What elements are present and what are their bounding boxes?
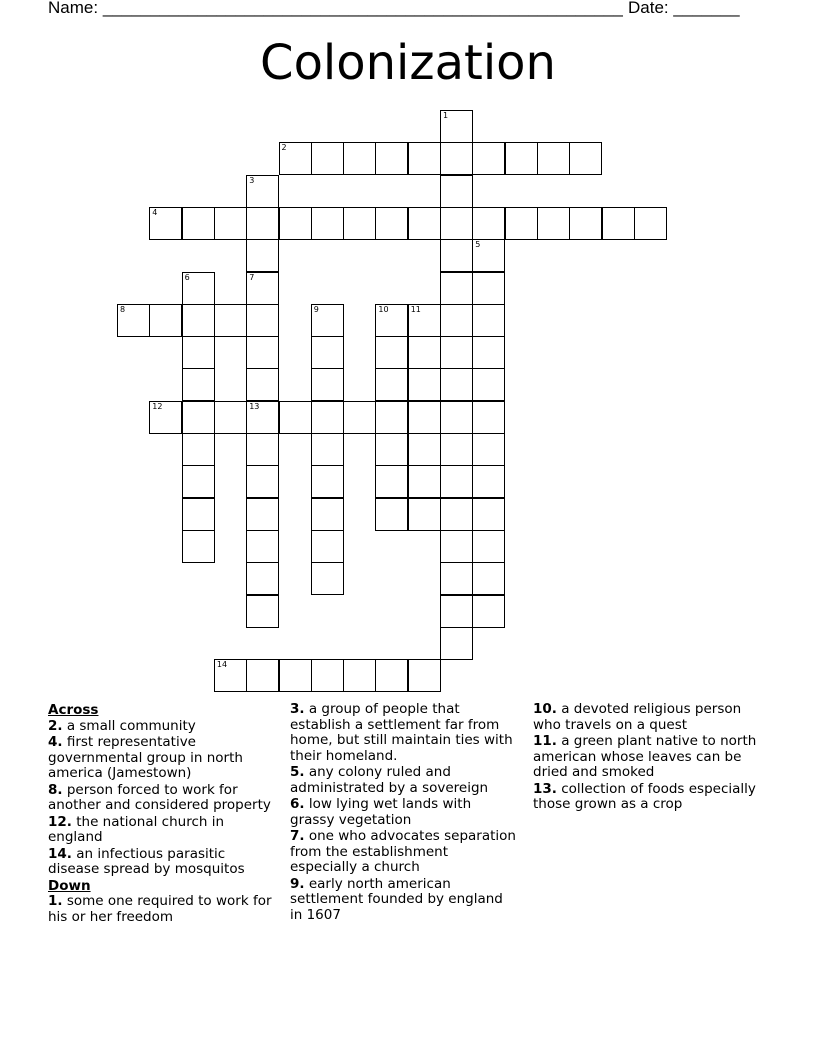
- crossword-cell[interactable]: [182, 433, 215, 466]
- crossword-cell[interactable]: [375, 433, 408, 466]
- cell-number: 2: [281, 143, 287, 153]
- crossword-cell[interactable]: [182, 498, 215, 531]
- crossword-cell[interactable]: [440, 142, 473, 175]
- cell-number: 6: [184, 272, 190, 282]
- clue-text: a devoted religious person who travels on a quest: [533, 701, 742, 733]
- crossword-cell[interactable]: [214, 659, 247, 692]
- crossword-cell[interactable]: [440, 304, 473, 337]
- crossword-cell[interactable]: [117, 304, 150, 337]
- crossword-cell[interactable]: [311, 304, 344, 337]
- crossword-cell[interactable]: [182, 336, 215, 369]
- crossword-cell[interactable]: [182, 465, 215, 498]
- clue-down-6: [290, 797, 518, 828]
- crossword-cell[interactable]: [472, 433, 505, 466]
- clue-across-2: [48, 719, 276, 735]
- crossword-cell[interactable]: [505, 207, 538, 240]
- crossword-cell[interactable]: [408, 368, 441, 401]
- crossword-cell[interactable]: [182, 401, 215, 434]
- crossword-cell[interactable]: [246, 272, 279, 305]
- crossword-cell[interactable]: [246, 401, 279, 434]
- clue-number: 10.: [533, 701, 557, 717]
- crossword-cell[interactable]: [408, 401, 441, 434]
- across-heading: Across: [48, 702, 99, 718]
- crossword-cell[interactable]: [246, 239, 279, 272]
- crossword-cell[interactable]: [440, 110, 473, 143]
- cell-number: 7: [249, 272, 255, 282]
- crossword-cell[interactable]: [311, 659, 344, 692]
- crossword-cell[interactable]: [246, 304, 279, 337]
- crossword-cell[interactable]: [408, 433, 441, 466]
- crossword-cell[interactable]: [569, 207, 602, 240]
- cell-number: 8: [120, 304, 126, 314]
- crossword-cell[interactable]: [440, 595, 473, 628]
- crossword-cell[interactable]: [311, 336, 344, 369]
- clue-text: one who advocates separation from the establishment especially a church: [290, 828, 516, 875]
- crossword-cell[interactable]: [246, 207, 279, 240]
- clue-text: person forced to work for another and considered property: [48, 781, 271, 813]
- crossword-cell[interactable]: [246, 562, 279, 595]
- clue-number: 4.: [48, 734, 63, 750]
- crossword-cell[interactable]: [408, 304, 441, 337]
- crossword-cell[interactable]: [505, 142, 538, 175]
- crossword-cell[interactable]: [311, 368, 344, 401]
- crossword-cell[interactable]: [408, 465, 441, 498]
- crossword-cell[interactable]: [182, 304, 215, 337]
- clue-number: 6.: [290, 796, 305, 812]
- crossword-cell[interactable]: [246, 368, 279, 401]
- clue-number: 1.: [48, 893, 63, 909]
- crossword-cell[interactable]: [246, 659, 279, 692]
- clue-number: 14.: [48, 845, 72, 862]
- crossword-cell[interactable]: [440, 530, 473, 563]
- clue-text: any colony ruled and administrated by a sovereign: [290, 764, 489, 796]
- crossword-cell[interactable]: [311, 401, 344, 434]
- cell-number: 3: [249, 175, 255, 185]
- crossword-cell[interactable]: [375, 465, 408, 498]
- crossword-cell[interactable]: [537, 142, 570, 175]
- clue-across-14: [48, 847, 276, 878]
- crossword-cell[interactable]: [214, 207, 247, 240]
- crossword-cell[interactable]: [182, 272, 215, 305]
- cell-number: 4: [152, 207, 158, 217]
- crossword-cell[interactable]: [149, 401, 182, 434]
- crossword-cell[interactable]: [440, 336, 473, 369]
- crossword-cell[interactable]: [246, 595, 279, 628]
- crossword-cell[interactable]: [408, 498, 441, 531]
- clue-down-9: [290, 877, 518, 924]
- crossword-cell[interactable]: [279, 142, 312, 175]
- crossword-cell[interactable]: [246, 498, 279, 531]
- name-label: Name:: [48, 0, 99, 17]
- crossword-cell[interactable]: [279, 659, 312, 692]
- crossword-cell[interactable]: [440, 239, 473, 272]
- crossword-cell[interactable]: [182, 530, 215, 563]
- crossword-cell[interactable]: [440, 627, 473, 660]
- crossword-cell[interactable]: [440, 562, 473, 595]
- crossword-cell[interactable]: [440, 465, 473, 498]
- crossword-cell[interactable]: [569, 142, 602, 175]
- crossword-cell[interactable]: [246, 465, 279, 498]
- clue-text: some one required to work for his or her freedom: [48, 893, 272, 925]
- clue-across-12: [48, 815, 276, 846]
- crossword-cell[interactable]: [279, 207, 312, 240]
- clue-down-11: [533, 734, 761, 781]
- crossword-cell[interactable]: [246, 336, 279, 369]
- clue-down-1: [48, 894, 276, 925]
- cell-number: 14: [216, 660, 228, 670]
- crossword-cell[interactable]: [375, 207, 408, 240]
- crossword-cell[interactable]: [311, 433, 344, 466]
- crossword-cell[interactable]: [311, 498, 344, 531]
- crossword-cell[interactable]: [343, 142, 376, 175]
- crossword-cell[interactable]: [408, 336, 441, 369]
- crossword-cell[interactable]: [472, 239, 505, 272]
- clue-column-3: [533, 702, 761, 814]
- crossword-cell[interactable]: [182, 368, 215, 401]
- crossword-cell[interactable]: [408, 142, 441, 175]
- crossword-cell[interactable]: [634, 207, 667, 240]
- crossword-cell[interactable]: [472, 465, 505, 498]
- cell-number: 5: [475, 240, 481, 250]
- clue-text: low lying wet lands with grassy vegetation: [290, 796, 472, 828]
- crossword-cell[interactable]: [472, 207, 505, 240]
- cell-number: 10: [378, 304, 389, 314]
- cell-number: 1: [443, 111, 449, 120]
- cell-number: 12: [152, 401, 163, 411]
- crossword-cell[interactable]: [214, 401, 247, 434]
- crossword-cell[interactable]: [311, 142, 344, 175]
- crossword-cell[interactable]: [375, 368, 408, 401]
- clue-number: 12.: [48, 813, 72, 830]
- clue-column-1: [48, 702, 276, 926]
- clue-number: 5.: [290, 764, 305, 780]
- clue-text: first representative governmental group in north america (Jamestown): [48, 734, 243, 781]
- date-line[interactable]: _______: [673, 0, 740, 17]
- clue-text: a group of people that establish a settlement far from home, but still maintain ties with their homeland.: [290, 701, 513, 764]
- crossword-cell[interactable]: [279, 401, 312, 434]
- crossword-cell[interactable]: [375, 498, 408, 531]
- crossword-cell[interactable]: [375, 401, 408, 434]
- clue-number: 8.: [48, 781, 63, 798]
- cell-number: 11: [410, 304, 421, 314]
- clue-across-8: [48, 783, 276, 814]
- crossword-cell[interactable]: [472, 401, 505, 434]
- crossword-cell[interactable]: [182, 207, 215, 240]
- crossword-cell[interactable]: [311, 530, 344, 563]
- crossword-cell[interactable]: [472, 368, 505, 401]
- clue-text: a green plant native to north american whose leaves can be dried and smoked: [533, 733, 757, 780]
- crossword-cell[interactable]: [375, 304, 408, 337]
- crossword-cell[interactable]: [343, 659, 376, 692]
- clue-down-5: [290, 765, 518, 796]
- clue-number: 13.: [533, 780, 557, 797]
- crossword-cell[interactable]: [440, 175, 473, 208]
- clue-down-10: [533, 702, 761, 733]
- clue-across-4: [48, 735, 276, 782]
- crossword-cell[interactable]: [246, 175, 279, 208]
- crossword-cell[interactable]: [472, 336, 505, 369]
- down-heading: Down: [48, 877, 91, 894]
- name-line[interactable]: _______________________________________________________: [102, 0, 623, 17]
- clue-number: 11.: [533, 733, 557, 749]
- clue-text: a small community: [66, 717, 196, 734]
- page-title: Colonization: [260, 35, 556, 91]
- crossword-cell[interactable]: [149, 304, 182, 337]
- crossword-cell[interactable]: [311, 207, 344, 240]
- crossword-cell[interactable]: [311, 562, 344, 595]
- clue-text: the national church in england: [48, 813, 225, 845]
- crossword-cell[interactable]: [472, 595, 505, 628]
- date-label: Date:: [628, 0, 669, 17]
- crossword-cell[interactable]: [440, 368, 473, 401]
- crossword-cell[interactable]: [311, 465, 344, 498]
- crossword-cell[interactable]: [602, 207, 635, 240]
- clue-text: collection of foods especially those grown as a crop: [533, 780, 756, 812]
- clue-number: 7.: [290, 828, 305, 844]
- crossword-cell[interactable]: [472, 530, 505, 563]
- crossword-cell[interactable]: [440, 401, 473, 434]
- clue-down-13: [533, 782, 761, 813]
- cell-number: 9: [313, 304, 319, 314]
- crossword-cell[interactable]: [343, 401, 376, 434]
- clue-down-7: [290, 829, 518, 876]
- clue-number: 3.: [290, 701, 305, 717]
- crossword-cell[interactable]: [472, 272, 505, 305]
- crossword-cell[interactable]: [408, 207, 441, 240]
- crossword-cell[interactable]: [440, 207, 473, 240]
- cell-number: 13: [249, 401, 260, 411]
- crossword-cell[interactable]: [440, 433, 473, 466]
- crossword-cell[interactable]: [537, 207, 570, 240]
- clue-text: an infectious parasitic disease spread by mosquitos: [48, 845, 245, 877]
- clue-number: 2.: [48, 717, 63, 734]
- crossword-cell[interactable]: [149, 207, 182, 240]
- crossword-cell[interactable]: [440, 272, 473, 305]
- clue-column-2: [290, 702, 518, 924]
- crossword-cell[interactable]: [246, 433, 279, 466]
- crossword-cell[interactable]: [472, 142, 505, 175]
- clue-down-3: [290, 702, 518, 764]
- crossword-cell[interactable]: [246, 530, 279, 563]
- clue-text: early north american settlement founded by england in 1607: [290, 875, 503, 923]
- crossword-cell[interactable]: [472, 562, 505, 595]
- crossword-cell[interactable]: [408, 659, 441, 692]
- crossword-cell[interactable]: [343, 207, 376, 240]
- crossword-cell[interactable]: [440, 498, 473, 531]
- clue-number: 9.: [290, 875, 305, 892]
- crossword-cell[interactable]: [375, 142, 408, 175]
- crossword-cell[interactable]: [375, 659, 408, 692]
- crossword-cell[interactable]: [375, 336, 408, 369]
- crossword-cell[interactable]: [472, 498, 505, 531]
- crossword-cell[interactable]: [214, 304, 247, 337]
- crossword-cell[interactable]: [472, 304, 505, 337]
